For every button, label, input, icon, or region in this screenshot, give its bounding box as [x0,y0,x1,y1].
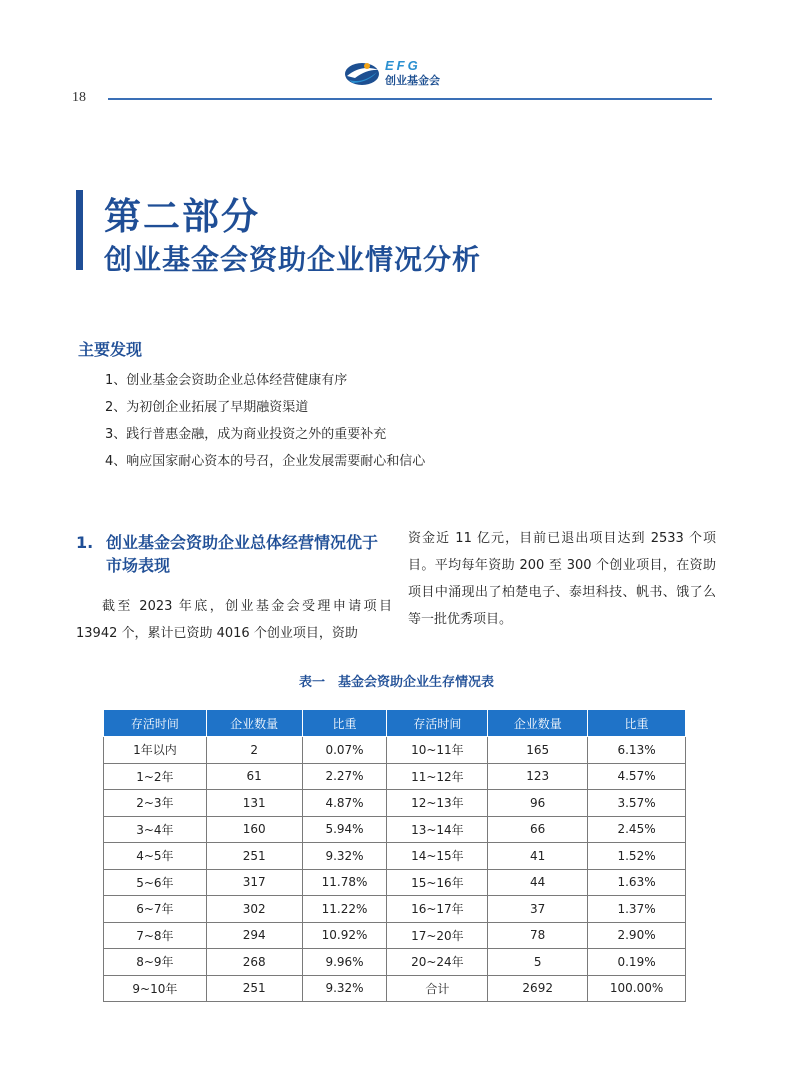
table-cell: 2 [206,737,302,764]
table-cell: 4.57% [588,763,686,790]
table-cell: 1~2年 [104,763,207,790]
part-title: 第二部分 [104,195,260,238]
table-body [104,737,686,1002]
table-header-cell: 企业数量 [206,710,302,737]
table-cell: 268 [206,949,302,976]
table-cell: 11~12年 [387,763,488,790]
efg-logo-icon [343,58,383,88]
table-header-cell: 比重 [302,710,387,737]
table-cell: 165 [488,737,588,764]
table-cell: 78 [488,922,588,949]
table-cell: 11.22% [302,896,387,923]
table-cell: 9.96% [302,949,387,976]
body-paragraph-left: 截至 2023 年底，创业基金会受理申请项目 13942 个，累计已资助 4016 个创业项目，资助 [76,599,392,641]
table-cell: 1.52% [588,843,686,870]
table-row [104,737,686,764]
table-cell: 61 [206,763,302,790]
table-cell: 302 [206,896,302,923]
table-cell: 合计 [387,975,488,1002]
table-cell: 12~13年 [387,790,488,817]
table-cell: 2~3年 [104,790,207,817]
table-cell: 37 [488,896,588,923]
table-cell: 44 [488,869,588,896]
finding-item: 2、为初创企业拓展了早期融资渠道 [105,400,309,415]
finding-item: 3、践行普惠金融，成为商业投资之外的重要补充 [105,427,387,442]
table-cell: 0.19% [588,949,686,976]
table-row [104,922,686,949]
findings-heading: 主要发现 [78,340,143,359]
page-number: 18 [72,90,86,105]
table-header-cell: 存活时间 [387,710,488,737]
table-header-cell: 比重 [588,710,686,737]
table-cell: 14~15年 [387,843,488,870]
finding-item: 1、创业基金会资助企业总体经营健康有序 [105,373,348,388]
table-cell: 2.27% [302,763,387,790]
part-title-accent-bar [76,190,83,270]
table-cell: 7~8年 [104,922,207,949]
table-cell: 1.37% [588,896,686,923]
finding-item: 4、响应国家耐心资本的号召，企业发展需要耐心和信心 [105,454,426,469]
table-cell: 1年以内 [104,737,207,764]
table-cell: 10.92% [302,922,387,949]
table-cell: 251 [206,975,302,1002]
table-cell: 4~5年 [104,843,207,870]
table-cell: 17~20年 [387,922,488,949]
table-row [104,869,686,896]
table-cell: 66 [488,816,588,843]
header-divider [108,98,712,100]
table-cell: 123 [488,763,588,790]
logo-text-efg: EFG [385,58,421,73]
survival-table [103,709,686,1002]
table-cell: 317 [206,869,302,896]
table-row [104,896,686,923]
table-cell: 11.78% [302,869,387,896]
table-row [104,843,686,870]
table-cell: 16~17年 [387,896,488,923]
table-cell: 5 [488,949,588,976]
table-cell: 9~10年 [104,975,207,1002]
body-paragraph-right: 资金近 11 亿元，目前已退出项目达到 2533 个项目。平均每年资助 200 至 300 个创业项目，在资助项目中涌现出了柏楚电子、泰坦科技、帆书、饿了么等一批优秀项目。 [408,531,716,627]
table-cell: 4.87% [302,790,387,817]
table-cell: 5.94% [302,816,387,843]
table-cell: 2.90% [588,922,686,949]
table-row [104,975,686,1002]
table-cell: 15~16年 [387,869,488,896]
table-cell: 100.00% [588,975,686,1002]
table-header-cell: 企业数量 [488,710,588,737]
table-cell: 0.07% [302,737,387,764]
table-header-cell: 存活时间 [104,710,207,737]
part-subtitle: 创业基金会资助企业情况分析 [104,243,482,276]
table-cell: 10~11年 [387,737,488,764]
table-cell: 160 [206,816,302,843]
table-row [104,790,686,817]
section-number: 1. [76,533,94,552]
table-cell: 294 [206,922,302,949]
table-cell: 251 [206,843,302,870]
table-header-row [104,710,686,737]
table-cell: 1.63% [588,869,686,896]
table-cell: 3.57% [588,790,686,817]
table-cell: 6.13% [588,737,686,764]
findings-list [105,372,425,480]
table-cell: 9.32% [302,975,387,1002]
table-cell: 96 [488,790,588,817]
table-cell: 2692 [488,975,588,1002]
table-row [104,763,686,790]
table-caption: 表一 基金会资助企业生存情况表 [298,675,494,690]
table-cell: 2.45% [588,816,686,843]
table-row [104,816,686,843]
table-cell: 6~7年 [104,896,207,923]
table-cell: 41 [488,843,588,870]
table-cell: 5~6年 [104,869,207,896]
table-cell: 20~24年 [387,949,488,976]
logo-text-org: 创业基金会 [385,74,440,87]
efg-logo [343,58,453,90]
table-row [104,949,686,976]
table-cell: 3~4年 [104,816,207,843]
section-title: 创业基金会资助企业总体经营情况优于市场表现 [106,533,379,575]
table-cell: 8~9年 [104,949,207,976]
table-cell: 131 [206,790,302,817]
table-cell: 9.32% [302,843,387,870]
table-cell: 13~14年 [387,816,488,843]
